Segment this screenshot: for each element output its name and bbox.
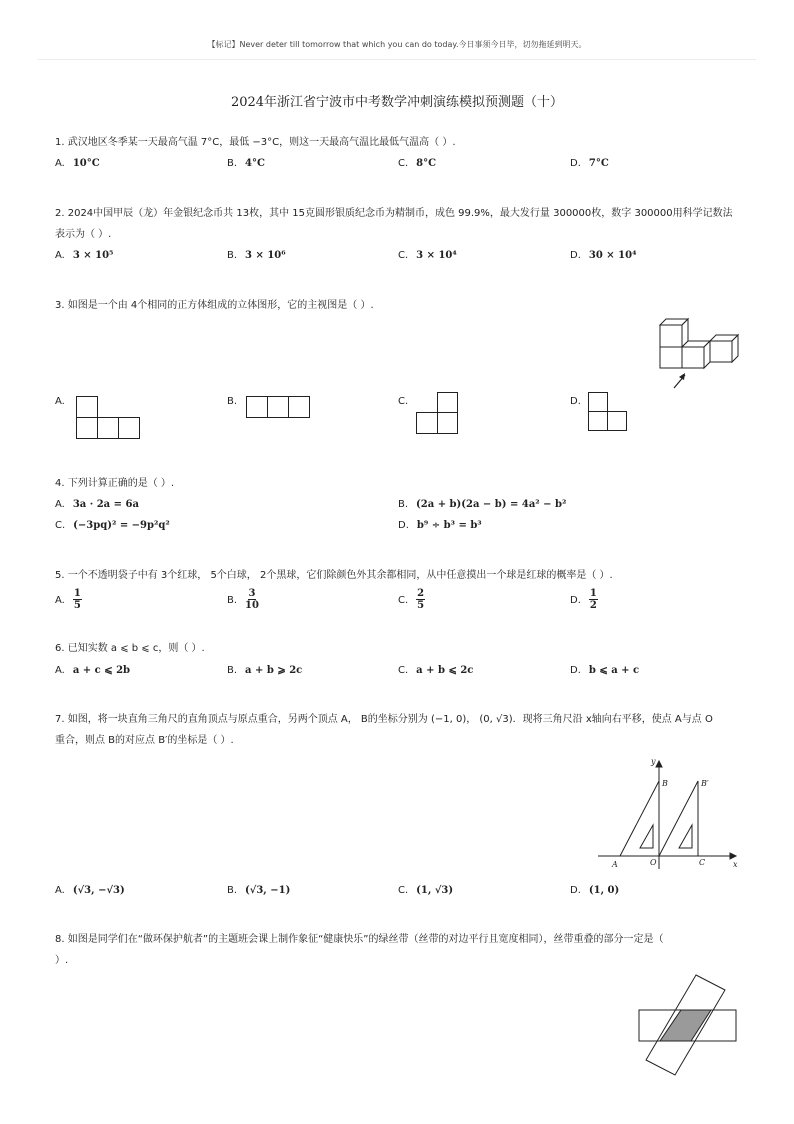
option-value: (1, √3) [416, 885, 454, 896]
option-value: 10°C [72, 158, 100, 169]
option-label: B. [227, 250, 238, 261]
q5-option-a[interactable] [55, 588, 82, 611]
option-label: C. [398, 665, 409, 676]
fraction [416, 588, 425, 611]
q4-option-d[interactable] [398, 519, 482, 533]
q2-option-c[interactable] [398, 249, 457, 263]
fraction [245, 588, 259, 611]
option-value: a + b ⩽ 2c [416, 665, 474, 676]
q6-option-a[interactable] [55, 664, 130, 678]
q2-option-a[interactable] [55, 249, 113, 263]
q7-option-d[interactable] [570, 884, 619, 898]
question-5-stem: 5. 一个不透明袋子中有 3个红球， 5个白球， 2个黑球，它们除颜色外其余都相同，从中任意摸出一个球是红球的概率是（ ）. [55, 570, 613, 581]
q4-option-b[interactable] [398, 498, 566, 512]
option-value: 3 × 10⁶ [245, 250, 286, 261]
q6-option-c[interactable] [398, 664, 473, 678]
question-8-stem-line-1: 8. 如图是同学们在“做环保护航者”的主题班会课上制作象征“健康快乐”的绿丝带（丝带的对边平行且宽度相同），丝带重叠的部分一定是（ [55, 934, 664, 945]
option-value: 3 × 10⁵ [72, 250, 114, 261]
q3-option-a-figure[interactable] [76, 396, 140, 440]
header-motto: 【标记】Never deter till tomorrow that which you can do today.今日事须今日毕，切勿拖延到明天。 [207, 40, 587, 49]
option-label: A. [55, 594, 65, 606]
option-value: (√3, −√3) [72, 885, 125, 896]
q3-cube-figure [655, 318, 745, 390]
q3-option-b[interactable] [227, 395, 245, 409]
q7-option-a[interactable] [55, 884, 125, 898]
option-label: A. [55, 665, 65, 676]
option-value: 30 × 10⁴ [588, 250, 637, 261]
question-4-stem: 4. 下列计算正确的是（ ）. [55, 478, 175, 489]
option-value: (2a + b)(2a − b) = 4a² − b² [416, 499, 567, 510]
question-2-stem-line-1: 2. 2024中国甲辰（龙）年金银纪念币共 13枚，其中 15克圆形银质纪念币为精制币，成色 99.9%，最大发行量 300000枚，数字 300000用科学记数法 [55, 208, 733, 219]
option-value: 7°C [588, 158, 609, 169]
origin-label: O [650, 858, 657, 867]
option-label: D. [570, 594, 581, 606]
option-value: a + c ⩽ 2b [72, 665, 131, 676]
option-value: 8°C [416, 158, 437, 169]
fraction-numerator: 1 [589, 588, 597, 599]
q4-option-c[interactable] [55, 519, 170, 533]
option-label: C. [398, 594, 409, 606]
option-value: b ⩽ a + c [588, 665, 640, 676]
q1-option-d[interactable] [570, 157, 609, 171]
q6-option-b[interactable] [227, 664, 302, 678]
q1-option-b[interactable] [227, 157, 265, 171]
option-label: B. [227, 396, 238, 407]
q5-option-c[interactable] [398, 588, 425, 611]
option-value: 4°C [245, 158, 265, 169]
option-label: B. [227, 885, 238, 896]
q4-option-a[interactable] [55, 498, 139, 512]
option-value: 3 × 10⁴ [416, 250, 457, 261]
option-label: A. [55, 250, 65, 261]
option-label: C. [398, 158, 409, 169]
option-value: 3a · 2a = 6a [72, 499, 139, 510]
q3-option-c-figure[interactable] [416, 392, 460, 436]
header-divider [38, 59, 756, 60]
option-label: B. [227, 594, 238, 606]
q3-option-a[interactable] [55, 395, 73, 409]
q5-option-b[interactable] [227, 588, 259, 611]
option-value: (√3, −1) [245, 885, 291, 896]
option-label: A. [55, 396, 65, 407]
option-label: D. [570, 396, 581, 407]
fraction-denominator: 10 [245, 600, 259, 611]
option-label: C. [398, 250, 409, 261]
q1-option-a[interactable] [55, 157, 100, 171]
q3-option-c[interactable] [398, 395, 416, 409]
ribbon-overlap [660, 1010, 711, 1041]
question-2-stem-line-2: 表示为（ ）. [55, 229, 112, 240]
question-3-stem: 3. 如图是一个由 4个相同的正方体组成的立体图形，它的主视图是（ ）. [55, 300, 374, 311]
option-value: a + b ⩾ 2c [245, 665, 303, 676]
question-1-stem: 1. 武汉地区冬季某一天最高气温 7°C，最低 −3°C，则这一天最高气温比最低气温高（ ）. [55, 137, 456, 148]
fraction [589, 588, 598, 611]
option-label: B. [398, 499, 409, 510]
q7-option-b[interactable] [227, 884, 290, 898]
point-b-prime-label: B′ [701, 779, 709, 788]
page-title: 2024年浙江省宁波市中考数学冲刺演练模拟预测题（十） [230, 95, 564, 110]
fraction-denominator: 5 [417, 600, 425, 611]
option-label: B. [227, 158, 238, 169]
option-label: C. [55, 520, 66, 531]
option-value: (−3pq)² = −9p²q² [73, 520, 170, 531]
q3-option-d-figure[interactable] [588, 392, 628, 432]
q7-option-c[interactable] [398, 884, 453, 898]
fraction-numerator: 2 [417, 588, 425, 599]
x-axis-label: x [733, 860, 738, 869]
point-c-label: C [699, 858, 706, 867]
q3-option-d[interactable] [570, 395, 589, 409]
question-8-stem-line-2: ）. [55, 955, 69, 966]
fraction-denominator: 2 [589, 600, 597, 611]
fraction [73, 588, 82, 611]
q8-ribbon-figure [636, 972, 740, 1076]
option-label: D. [570, 885, 581, 896]
q2-option-d[interactable] [570, 249, 636, 263]
question-7-stem-line-2: 重合，则点 B的对应点 B′的坐标是（ ）. [55, 735, 234, 746]
option-label: A. [55, 885, 65, 896]
option-label: A. [55, 499, 65, 510]
option-label: D. [570, 665, 581, 676]
fraction-numerator: 1 [73, 588, 81, 599]
option-label: D. [398, 520, 409, 531]
q6-option-d[interactable] [570, 664, 639, 678]
q3-option-b-figure[interactable] [246, 396, 310, 419]
option-value: b⁹ ÷ b³ = b³ [416, 520, 482, 531]
q5-option-d[interactable] [570, 588, 598, 611]
option-label: D. [570, 158, 581, 169]
option-label: B. [227, 665, 238, 676]
point-b-label: B [662, 779, 668, 788]
fraction-denominator: 5 [73, 600, 81, 611]
option-label: A. [55, 158, 65, 169]
option-label: C. [398, 885, 409, 896]
option-label: C. [398, 396, 409, 407]
option-value: (1, 0) [588, 885, 620, 896]
q1-option-c[interactable] [398, 157, 436, 171]
question-7-stem-line-1: 7. 如图，将一块直角三角尺的直角顶点与原点重合，另两个顶点 A， B的坐标分别为 (−1, 0)， (0, √3)．现将三角尺沿 x轴向右平移，使点 A与点 O [55, 714, 713, 725]
point-a-label: A [612, 860, 618, 869]
q7-coordinate-figure [598, 755, 740, 871]
y-axis-label: y [651, 757, 656, 766]
option-label: D. [570, 250, 581, 261]
fraction-numerator: 3 [248, 588, 256, 599]
q2-option-b[interactable] [227, 249, 286, 263]
question-6-stem: 6. 已知实数 a ⩽ b ⩽ c，则（ ）. [55, 643, 205, 654]
